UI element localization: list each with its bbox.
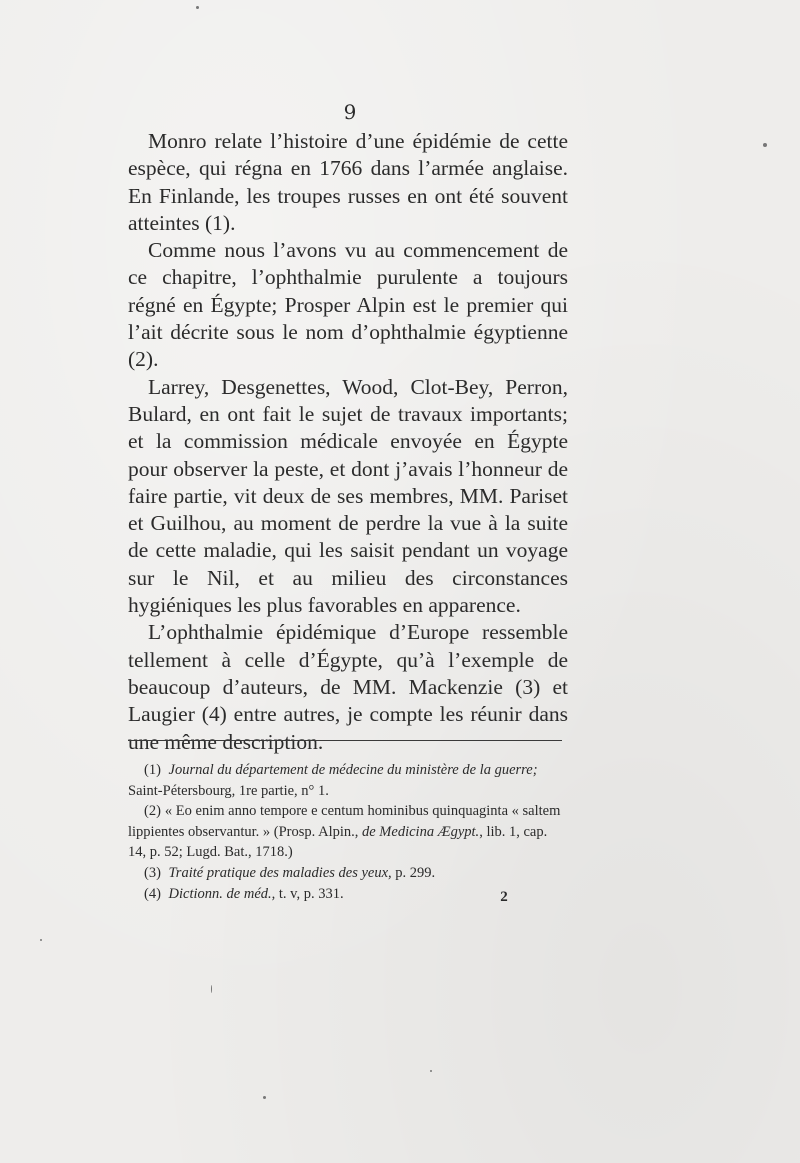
paragraph-2: Comme nous l’avons vu au commencement de ce chapitre, l’ophthalmie purulente a toujours régné en Égypte; Prosper Alpin est le premier qui l’ait décrite sous le nom d’ophthalmie égyptienne (2). <box>128 238 568 372</box>
paper-speck <box>763 143 767 147</box>
footnote-1 <box>128 760 562 801</box>
footnote-text: t. v, p. 331. <box>275 885 344 902</box>
footnote-rule <box>128 740 562 741</box>
footnote-3 <box>128 863 562 884</box>
paper-speck <box>40 939 42 941</box>
footnote-quote: « Eo enim anno tempore e centum hominibus quinquaginta « saltem lippientes observantur. » (Prosp. Alpin., <box>128 803 561 840</box>
footnote-number: (3) <box>144 864 161 881</box>
paper-speck <box>211 985 212 993</box>
paragraph-3: Larrey, Desgenettes, Wood, Clot-Bey, Perron, Bulard, en ont fait le sujet de travaux importants; et la commission médicale envoyée en Égypte pour observer la peste, et dont j’avais l’honneur de faire partie, vit deux de ses membres, MM. Pariset et Guilhou, au moment de perdre la vue à la suite de cette maladie, qui les saisit pendant un voyage sur le Nil, et au milieu des circonstances hygiéniques les plus favorables en apparence. <box>128 374 568 618</box>
footnote-number: (1) <box>144 762 161 778</box>
paragraph-4: L’ophthalmie épidémique d’Europe ressemble tellement à celle d’Égypte, qu’à l’exemple de beaucoup d’auteurs, de MM. Mackenzie (3) et Laugier (4) entre autres, je compte les réunir dans une même description. <box>128 620 568 754</box>
signature-mark: 2 <box>500 889 508 905</box>
footnote-title: Traité pratique des maladies des yeux, <box>168 864 392 881</box>
footnote-text: p. 299. <box>391 864 436 881</box>
footnotes <box>128 760 562 904</box>
footnote-title: de Medicina Ægypt. <box>362 823 480 840</box>
footnote-number: (4) <box>144 885 161 902</box>
paragraph-1: Monro relate l’histoire d’une épidémie de cette espèce, qui régna en 1766 dans l’armée anglaise. En Finlande, les troupes russes en ont été souvent atteintes (1). <box>128 129 568 235</box>
footnote-text: , lib. 1, cap. 14, p. 52; Lugd. Bat., 1718.) <box>128 823 548 861</box>
footnote-title: Journal du département de médecine du ministère de la guerre; <box>168 762 538 778</box>
paper-speck <box>430 1070 432 1072</box>
page-number: 9 <box>343 100 357 124</box>
footnote-title: Dictionn. de méd., <box>168 885 276 902</box>
footnote-number: (2) <box>144 803 161 820</box>
paper-speck <box>263 1096 266 1099</box>
body-text <box>128 128 568 756</box>
footnote-2 <box>128 801 562 863</box>
footnote-text: Saint-Pétersbourg, 1re partie, n° 1. <box>128 782 329 799</box>
paper-speck <box>196 6 199 9</box>
